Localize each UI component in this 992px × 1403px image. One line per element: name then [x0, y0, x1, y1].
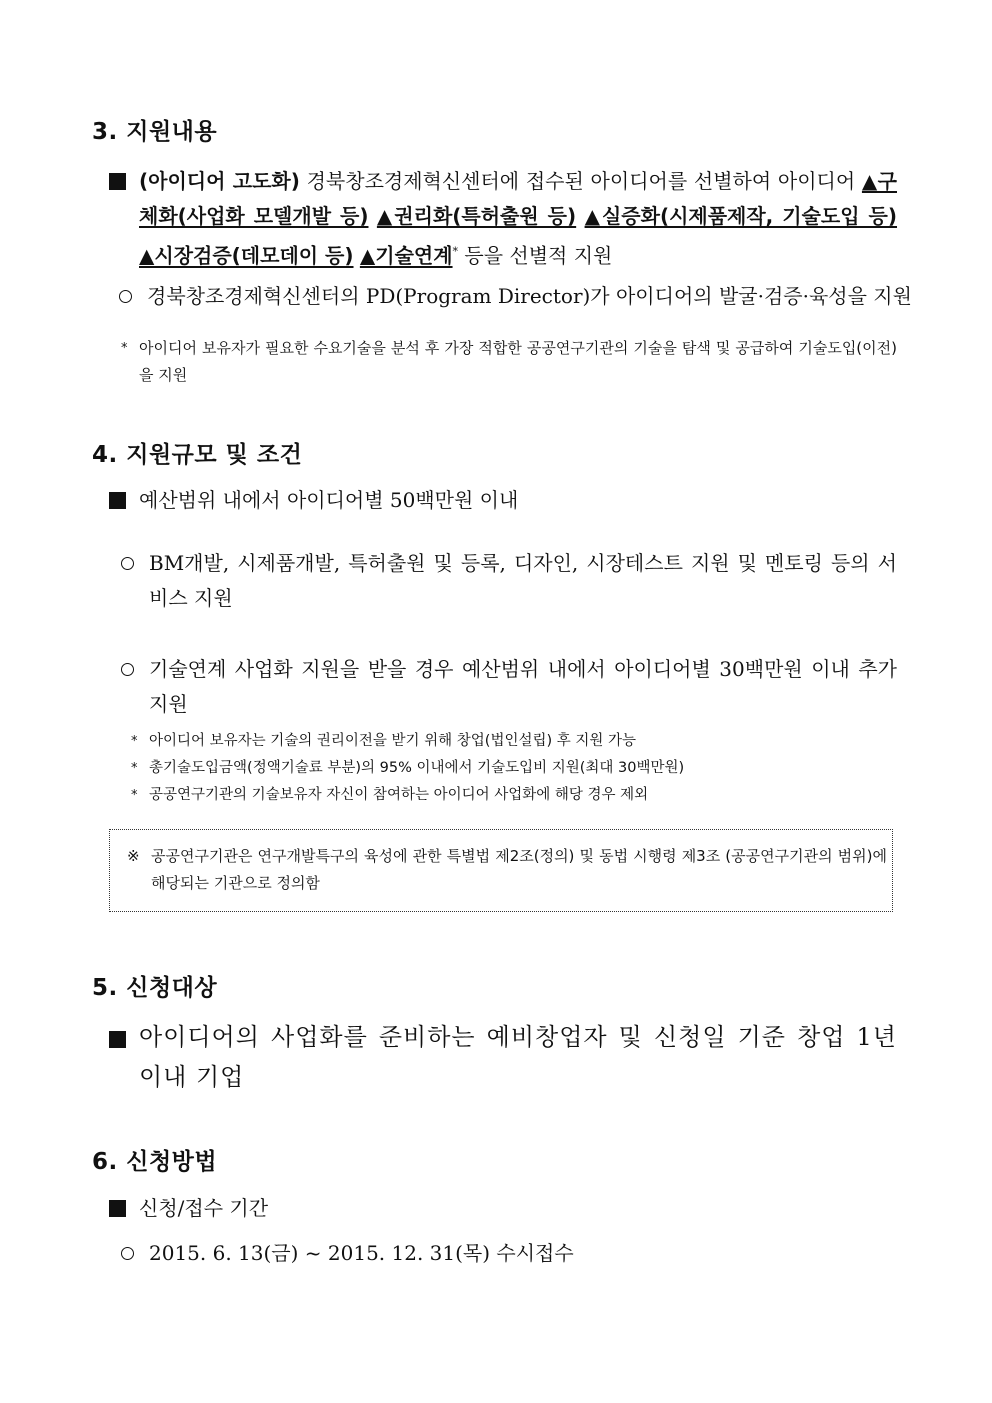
footnote-mark: * — [452, 245, 459, 258]
circle-bullet-icon — [119, 290, 132, 303]
section-6-heading: 6. 신청방법 — [92, 1149, 218, 1175]
note-item — [131, 782, 897, 809]
section-4-item-1: 예산범위 내에서 아이디어별 50백만원 이내 — [139, 488, 519, 512]
asterisk-icon: * — [131, 734, 138, 749]
section-6-sub-1: 2015. 6. 13(금) ~ 2015. 12. 31(목) 수시접수 — [149, 1241, 574, 1265]
square-bullet-icon — [109, 1200, 126, 1217]
support-concretize: ▲구체화(사업화 모델개발 등) — [139, 169, 897, 228]
reference-mark-icon: ※ — [127, 847, 140, 865]
item-intro: 경북창조경제혁신센터에 접수된 아이디어를 선별하여 아이디어 — [306, 169, 856, 193]
support-demonstration: ▲실증화(시제품제작, 기술도입 등) — [584, 204, 898, 228]
section-3-note — [121, 335, 897, 389]
note-item — [131, 728, 897, 755]
note-text: 아이디어 보유자가 필요한 수요기술을 분석 후 가장 적합한 공공연구기관의 기술을 탐색 및 공급하여 기술도입(이전)을 지원 — [139, 339, 897, 384]
square-bullet-icon — [109, 492, 126, 509]
support-market-validation: ▲시장검증(데모데이 등) — [139, 243, 354, 268]
note-text: 아이디어 보유자는 기술의 권리이전을 받기 위해 창업(법인설립) 후 지원 가능 — [149, 733, 637, 749]
asterisk-icon: * — [131, 788, 138, 803]
section-3-heading: 3. 지원내용 — [92, 119, 218, 145]
square-bullet-icon — [109, 1031, 126, 1048]
support-tech-link: ▲기술연계 — [359, 243, 453, 268]
note-item — [131, 755, 897, 782]
section-4-heading: 4. 지원규모 및 조건 — [92, 442, 303, 468]
section-3-item-1 — [139, 164, 897, 274]
item-tail: 등을 선별적 지원 — [464, 243, 613, 268]
item-bold-label: (아이디어 고도화) — [139, 169, 300, 193]
definition-note — [127, 843, 887, 897]
definition-text: 공공연구기관은 연구개발특구의 육성에 관한 특별법 제2조(정의) 및 동법 시행령 제3조 (공공연구기관의 범위)에 해당되는 기관으로 정의함 — [151, 847, 887, 892]
asterisk-icon: * — [121, 341, 128, 356]
circle-bullet-icon — [121, 1247, 134, 1260]
section-4-sub-1: BM개발, 시제품개발, 특허출원 및 등록, 디자인, 시장테스트 지원 및 멘토링 등의 서비스 지원 — [149, 551, 897, 610]
section-4-sub-2: 기술연계 사업화 지원을 받을 경우 예산범위 내에서 아이디어별 30백만원 이내 추가 지원 — [149, 657, 897, 716]
circle-bullet-icon — [121, 557, 134, 570]
section-4-notes — [131, 728, 897, 809]
square-bullet-icon — [109, 173, 126, 190]
note-text: 공공연구기관의 기술보유자 자신이 참여하는 아이디어 사업화에 해당 경우 제외 — [149, 787, 649, 803]
section-6-item-1: 신청/접수 기간 — [139, 1196, 269, 1220]
support-rights: ▲권리화(특허출원 등) — [376, 204, 577, 228]
section-5-heading: 5. 신청대상 — [92, 975, 218, 1001]
circle-bullet-icon — [121, 663, 134, 676]
note-text: 총기술도입금액(정액기술료 부분)의 95% 이내에서 기술도입비 지원(최대 30백만원) — [149, 760, 685, 776]
section-5-item-1: 아이디어의 사업화를 준비하는 예비창업자 및 신청일 기준 창업 1년 이내 기업 — [139, 1023, 897, 1091]
section-3-sub-1: 경북창조경제혁신센터의 PD(Program Director)가 아이디어의 발굴·검증·육성을 지원 — [147, 284, 912, 308]
asterisk-icon: * — [131, 761, 138, 776]
